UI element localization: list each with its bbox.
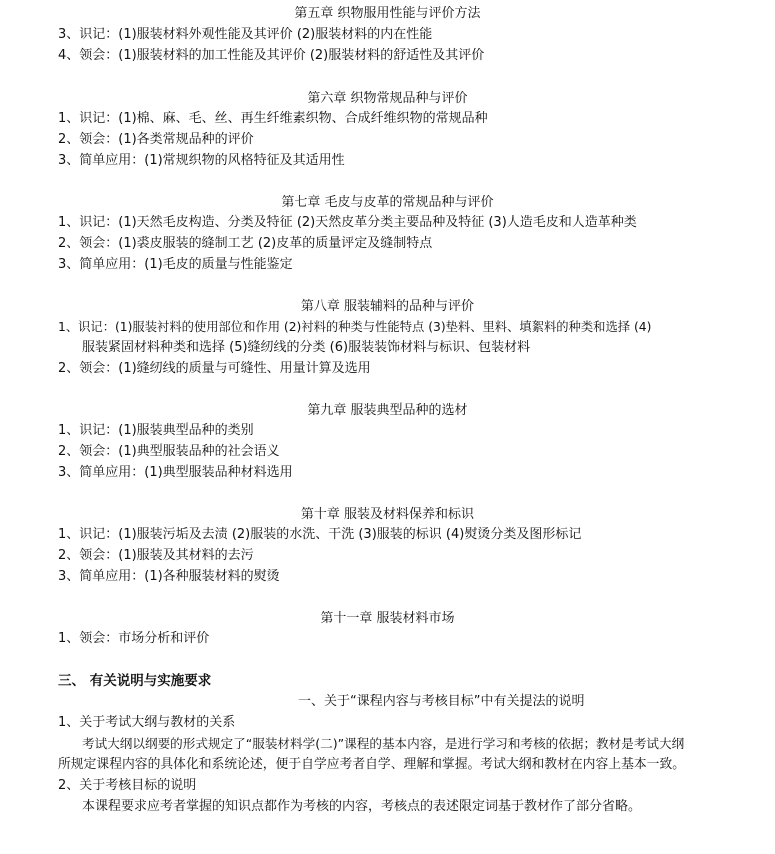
chapter-8-item-1: 1、识记：(1)服装衬料的使用部位和作用 (2)衬料的种类与性能特点 (3)垫料、里料、填絮料的种类和选择 (4) bbox=[58, 320, 652, 334]
chapter-5-item-3: 3、识记：(1)服装材料外观性能及其评价 (2)服装材料的内在性能 bbox=[58, 27, 433, 42]
chapter-10-item-2: 2、领会：(1)服装及其材料的去污 bbox=[58, 548, 254, 563]
item-1-para-line-2: 所规定课程内容的具体化和系统论述，便于自学应考者自学、理解和掌握。考试大纲和教材在内容上基本一致。 bbox=[58, 757, 686, 772]
chapter-9-title: 第九章 服装典型品种的选材 bbox=[307, 403, 468, 418]
chapter-10-item-1: 1、识记：(1)服装污垢及去渍 (2)服装的水洗、干洗 (3)服装的标识 (4)熨烫分类及图形标记 bbox=[58, 527, 582, 542]
chapter-8-item-1-cont: 服装紧固材料种类和选择 (5)缝纫线的分类 (6)服装装饰材料与标识、包装材料 bbox=[82, 340, 531, 355]
chapter-5-item-4: 4、领会：(1)服装材料的加工性能及其评价 (2)服装材料的舒适性及其评价 bbox=[58, 48, 485, 63]
chapter-5-title: 第五章 织物服用性能与评价方法 bbox=[294, 6, 481, 21]
item-1-para-line-1: 考试大纲以纲要的形式规定了“服装材料学(二)”课程的基本内容，是进行学习和考核的依据；教材是考试大纲 bbox=[82, 736, 685, 751]
chapter-7-item-1: 1、识记：(1)天然毛皮构造、分类及特征 (2)天然皮革分类主要品种及特征 (3)人造毛皮和人造革种类 bbox=[58, 215, 637, 230]
section-3-subheading: 一、关于“课程内容与考核目标”中有关提法的说明 bbox=[298, 694, 585, 709]
chapter-11-title: 第十一章 服装材料市场 bbox=[320, 611, 455, 626]
chapter-6-item-1: 1、识记：(1)棉、麻、毛、丝、再生纤维素织物、合成纤维织物的常规品种 bbox=[58, 111, 488, 126]
chapter-8-title: 第八章 服装辅料的品种与评价 bbox=[300, 299, 475, 314]
chapter-8-item-2: 2、领会：(1)缝纫线的质量与可缝性、用量计算及选用 bbox=[58, 361, 371, 376]
chapter-6-item-2: 2、领会：(1)各类常规品种的评价 bbox=[58, 132, 254, 147]
item-2-title: 2、关于考核目标的说明 bbox=[58, 778, 197, 793]
chapter-9-item-2: 2、领会：(1)典型服装品种的社会语义 bbox=[58, 444, 280, 459]
item-2-para-line-1: 本课程要求应考者掌握的知识点都作为考核的内容，考核点的表述限定词基于教材作了部分省略。 bbox=[82, 799, 642, 814]
chapter-7-item-2: 2、领会：(1)裘皮服装的缝制工艺 (2)皮革的质量评定及缝制特点 bbox=[58, 236, 433, 251]
item-1-title: 1、关于考试大纲与教材的关系 bbox=[58, 715, 236, 730]
chapter-9-item-1: 1、识记：(1)服装典型品种的类别 bbox=[58, 423, 254, 438]
chapter-9-item-3: 3、简单应用：(1)典型服装品种材料选用 bbox=[58, 465, 293, 480]
chapter-7-item-3: 3、简单应用：(1)毛皮的质量与性能鉴定 bbox=[58, 257, 293, 272]
chapter-6-item-3: 3、简单应用：(1)常规织物的风格特征及其适用性 bbox=[58, 153, 345, 168]
section-3-heading: 三、 有关说明与实施要求 bbox=[58, 673, 212, 689]
chapter-11-item-1: 1、领会：市场分析和评价 bbox=[58, 631, 210, 646]
chapter-7-title: 第七章 毛皮与皮革的常规品种与评价 bbox=[281, 195, 494, 210]
chapter-6-title: 第六章 织物常规品种与评价 bbox=[307, 91, 468, 106]
chapter-10-title: 第十章 服装及材料保养和标识 bbox=[300, 507, 475, 522]
chapter-10-item-3: 3、简单应用：(1)各种服装材料的熨烫 bbox=[58, 569, 280, 584]
